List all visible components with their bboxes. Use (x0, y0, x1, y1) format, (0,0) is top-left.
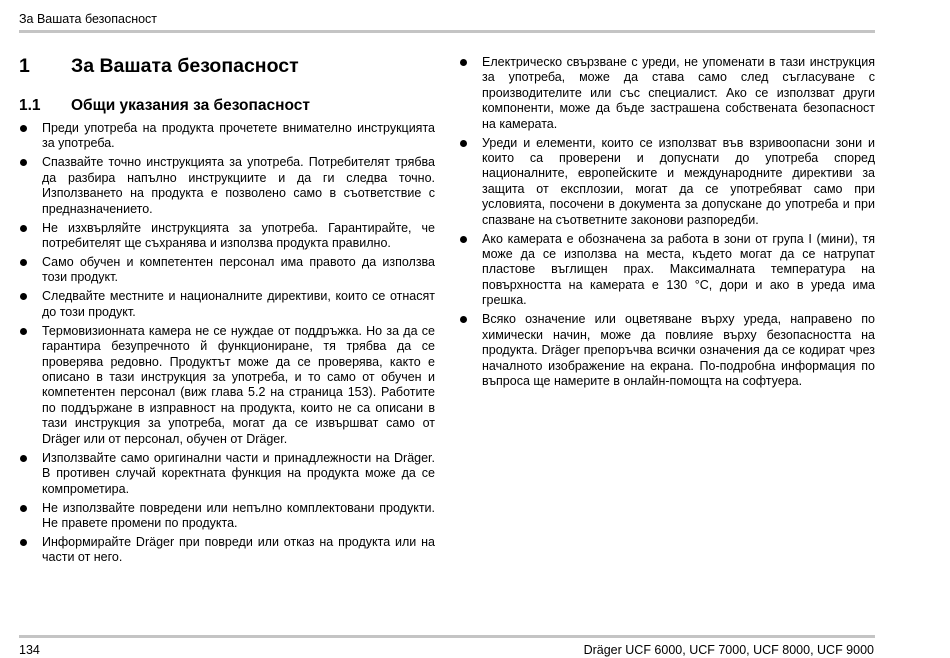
chapter-heading (19, 54, 439, 78)
footer-model-line: Dräger UCF 6000, UCF 7000, UCF 8000, UCF 9000 (583, 643, 874, 657)
bullet-item (19, 155, 435, 217)
section-heading (19, 96, 439, 116)
right-column (459, 55, 875, 393)
left-column (19, 121, 435, 569)
bullet-dot-icon (20, 539, 27, 546)
bullet-item (19, 255, 435, 286)
bullet-item (19, 535, 435, 566)
bullet-item (19, 121, 435, 152)
bullet-dot-icon (20, 259, 27, 266)
bullet-item (19, 221, 435, 252)
bullet-text: Не изхвърляйте инструкцията за употреба. Гарантирайте, че потребителят ще съхранява и използва продукта правилно. (42, 220, 435, 251)
bullet-item (19, 289, 435, 320)
section-title: Общи указания за безопасност (71, 97, 310, 114)
bullet-dot-icon (20, 505, 27, 512)
bullet-dot-icon (20, 293, 27, 300)
bullet-item (459, 232, 875, 309)
bullet-text: Електрическо свързване с уреди, не упоменати в тази инструкция за употреба, може да става само след съгласуване с производителите или със специалист. Ако се използват други компоненти, може да бъде застрашена собствената безопасност на камерата. (482, 55, 875, 131)
bullet-dot-icon (460, 316, 467, 323)
right-bullet-list (459, 55, 875, 389)
bullet-dot-icon (20, 125, 27, 132)
bullet-dot-icon (460, 59, 467, 66)
page-number: 134 (19, 643, 40, 657)
bullet-item (19, 501, 435, 532)
section-number: 1.1 (19, 97, 41, 114)
bullet-dot-icon (20, 455, 27, 462)
bullet-text: Ако камерата е обозначена за работа в зони от група I (мини), тя може да се използва на места, където могат да се натрупат пластове въглищен прах. Максималната температура на повърхността на камерата е 130 °C, дори и ако в уреда има грешка. (482, 231, 875, 308)
bullet-dot-icon (460, 236, 467, 243)
footer-rule (19, 635, 875, 638)
bullet-item (19, 324, 435, 447)
bullet-item (459, 55, 875, 132)
running-header: За Вашата безопасност (19, 12, 158, 26)
bullet-text: Преди употреба на продукта прочетете внимателно инструкцията за употреба. (42, 121, 435, 151)
bullet-item (459, 136, 875, 228)
bullet-text: Само обучен и компетентен персонал има правото да използва този продукт. (42, 255, 435, 285)
bullet-dot-icon (20, 225, 27, 232)
bullet-dot-icon (460, 140, 467, 147)
bullet-text: Информирайте Dräger при повреди или отказ на продукта или на части от него. (42, 534, 435, 565)
bullet-text: Не използвайте повредени или непълно комплектовани продукти. Не правете промени по продукта. (42, 500, 435, 530)
chapter-title: За Вашата безопасност (71, 55, 299, 77)
bullet-text: Използвайте само оригинални части и принадлежности на Dräger. В противен случай коректната функция на продукта може да се компрометира. (42, 450, 435, 496)
bullet-dot-icon (20, 159, 27, 166)
bullet-item (19, 451, 435, 497)
bullet-text: Следвайте местните и националните директиви, които се отнасят до този продукт. (42, 289, 435, 319)
bullet-dot-icon (20, 328, 27, 335)
header-rule (19, 30, 875, 33)
left-bullet-list (19, 121, 435, 566)
bullet-item (459, 312, 875, 389)
bullet-text: Уреди и елементи, които се използват във взривоопасни зони и които са проверени и допуснати до употреба според националните, европейските и международните директиви за защита от експлозии, могат да се употребяват само при условията, посочени в документа за допускане до употреба и при спазване на съответните законови разпоредби. (482, 135, 875, 227)
bullet-text: Всяко означение или оцветяване върху уреда, направено по химически начин, може да повлияе върху безопасността на продукта. Dräger препоръчва всички означения да се кодират чрез началното изображение на екрана. По-подробна информация по въпроса ще намерите в онлайн-помощта на софтуера. (482, 312, 875, 388)
bullet-text: Термовизионната камера не се нуждае от поддръжка. Но за да се гарантира безупречното й функциониране, тя трябва да се проверява редовно. Продуктът може да се проверява, както е описано в тази инструкция за употреба, и то само от обучен и компетентен персонал (виж глава 5.2 на страница 153). Работите по поддържане в изправност на продукта, които не са описани в тази инструкция за употреба, могат да се извършват само от Dräger или от персонал, обучен от Dräger. (42, 323, 435, 446)
chapter-number: 1 (19, 55, 30, 77)
bullet-text: Спазвайте точно инструкцията за употреба. Потребителят трябва да разбира напълно инструкциите и да ги следва точно. Използването на продукта е позволено само в съответствие с предназначението. (42, 155, 435, 216)
